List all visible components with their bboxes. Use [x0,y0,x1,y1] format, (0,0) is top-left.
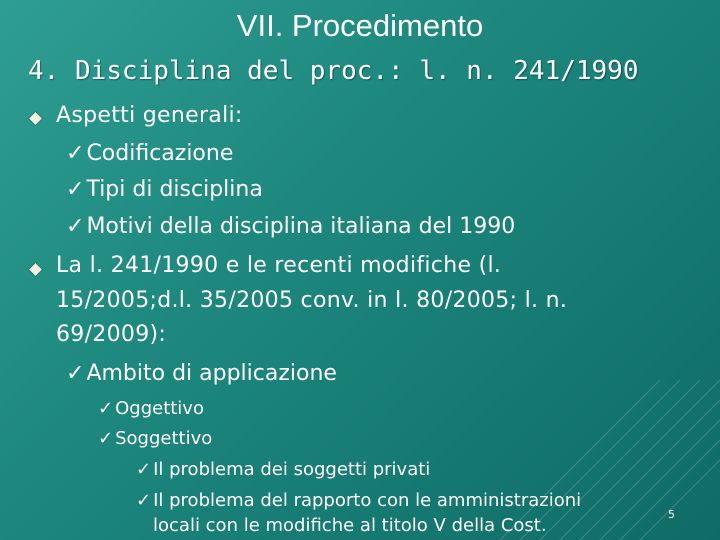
checkmark-icon: ✓ [98,428,114,449]
bullet-aspetti-generali: Aspetti generali: [56,103,243,128]
list-item: ✓ Il problema dei soggetti privati [136,459,431,480]
bullet-line: 15/2005;d.l. 35/2005 conv. in l. 80/2005; l. n. [56,288,568,313]
bullet-line: 69/2009): [56,322,167,347]
list-item: ✓Motivi della disciplina italiana del 1990 [66,214,516,239]
checkmark-icon: ✓ [66,177,85,202]
bullet-line: La l. 241/1990 e le recenti modifiche (l. [56,253,502,278]
checkmark-icon: ✓ [66,214,85,239]
slide-subtitle: 4. Disciplina del proc.: l. n. 241/1990 [28,56,639,86]
slide-title: VII. Procedimento [236,8,484,43]
checkmark-icon: ✓ [66,361,85,386]
list-item: ✓ Oggettivo [98,398,204,419]
checkmark-icon: ✓ [66,141,85,166]
checkmark-icon: ✓ [136,490,152,511]
list-item: ✓Tipi di disciplina [66,177,263,202]
diamond-bullet-icon [29,263,42,276]
list-item-continuation: locali con le modifiche al titolo V della Cost. [153,515,547,536]
checkmark-icon: ✓ [136,459,152,480]
list-item: ✓ Il problema del rapporto con le amministrazioni [136,490,582,511]
list-item: ✓Codificazione [66,141,234,166]
checkmark-icon: ✓ [98,398,114,419]
diamond-bullet-icon [29,112,42,125]
page-number: 5 [668,508,675,521]
list-item: ✓Ambito di applicazione [66,361,337,386]
list-item: ✓ Soggettivo [98,428,213,449]
